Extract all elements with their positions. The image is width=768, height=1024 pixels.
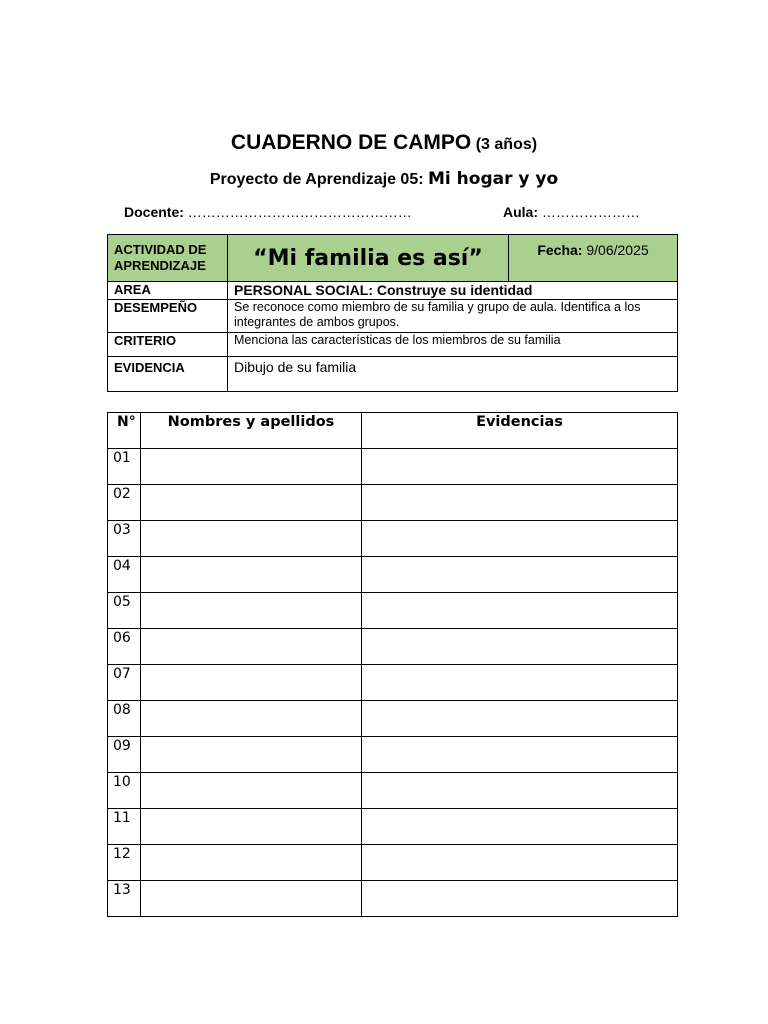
row-number: 11 [108, 809, 141, 845]
row-number: 04 [108, 557, 141, 593]
evidence-cell[interactable] [362, 773, 678, 809]
name-cell[interactable] [141, 449, 362, 485]
fecha-cell [509, 235, 678, 282]
evidence-cell[interactable] [362, 845, 678, 881]
name-cell[interactable] [141, 701, 362, 737]
title-main: CUADERNO DE CAMPO [230, 131, 472, 154]
evidence-cell[interactable] [362, 665, 678, 701]
name-cell[interactable] [141, 557, 362, 593]
table-row [108, 845, 678, 881]
docente-value: ………………………………………… [187, 204, 412, 220]
aula-line [503, 204, 640, 220]
evidence-cell[interactable] [362, 557, 678, 593]
project-name: Mi hogar y yo [428, 169, 559, 189]
activity-info-table [107, 234, 678, 392]
student-list-body [108, 449, 678, 917]
table-row [108, 557, 678, 593]
row-number: 13 [108, 881, 141, 917]
evidence-cell[interactable] [362, 737, 678, 773]
actividad-label-line1: ACTIVIDAD DE [114, 242, 207, 257]
name-cell[interactable] [141, 737, 362, 773]
table-row [108, 665, 678, 701]
name-cell[interactable] [141, 881, 362, 917]
aula-label: Aula: [503, 204, 538, 220]
row-number: 07 [108, 665, 141, 701]
row-number: 12 [108, 845, 141, 881]
actividad-label [108, 235, 228, 282]
row-number: 03 [108, 521, 141, 557]
document-title [0, 131, 768, 155]
desempeno-label: DESEMPEÑO [108, 300, 228, 333]
project-line [0, 169, 768, 189]
table-row [108, 629, 678, 665]
name-cell[interactable] [141, 809, 362, 845]
header-evidence: Evidencias [362, 413, 678, 449]
area-label: AREA [108, 282, 228, 300]
row-number: 05 [108, 593, 141, 629]
row-number: 02 [108, 485, 141, 521]
evidence-cell[interactable] [362, 593, 678, 629]
evidencia-value: Dibujo de su familia [228, 357, 678, 392]
evidencia-label: EVIDENCIA [108, 357, 228, 392]
name-cell[interactable] [141, 521, 362, 557]
name-cell[interactable] [141, 485, 362, 521]
evidence-cell[interactable] [362, 449, 678, 485]
evidence-cell[interactable] [362, 809, 678, 845]
evidence-cell[interactable] [362, 629, 678, 665]
evidence-cell[interactable] [362, 485, 678, 521]
header-names: Nombres y apellidos [141, 413, 362, 449]
table-row [108, 449, 678, 485]
evidence-cell[interactable] [362, 521, 678, 557]
table-row [108, 593, 678, 629]
table-row [108, 521, 678, 557]
name-cell[interactable] [141, 593, 362, 629]
docente-label: Docente: [124, 204, 184, 220]
row-number: 10 [108, 773, 141, 809]
name-cell[interactable] [141, 773, 362, 809]
header-number: N° [108, 413, 141, 449]
table-row [108, 881, 678, 917]
row-number: 08 [108, 701, 141, 737]
name-cell[interactable] [141, 665, 362, 701]
aula-value: ………………… [541, 204, 640, 220]
fecha-value: 9/06/2025 [586, 242, 649, 258]
project-label: Proyecto de Aprendizaje 05: [209, 171, 424, 188]
docente-line [124, 204, 412, 220]
criterio-label: CRITERIO [108, 333, 228, 357]
evidence-cell[interactable] [362, 701, 678, 737]
row-number: 01 [108, 449, 141, 485]
evidence-cell[interactable] [362, 881, 678, 917]
table-row [108, 737, 678, 773]
actividad-label-line2: APRENDIZAJE [114, 258, 206, 273]
table-row [108, 701, 678, 737]
row-number: 09 [108, 737, 141, 773]
table-row [108, 773, 678, 809]
student-list-table [107, 412, 678, 917]
desempeno-value: Se reconoce como miembro de su familia y grupo de aula. Identifica a los integrantes de ambos grupos. [228, 300, 678, 333]
name-cell[interactable] [141, 629, 362, 665]
row-number: 06 [108, 629, 141, 665]
table-row [108, 809, 678, 845]
name-cell[interactable] [141, 845, 362, 881]
area-value: PERSONAL SOCIAL: Construye su identidad [228, 282, 678, 300]
title-subtitle: (3 años) [475, 136, 538, 153]
criterio-value: Menciona las características de los miembros de su familia [228, 333, 678, 357]
table-row [108, 485, 678, 521]
activity-title: “Mi familia es así” [228, 235, 509, 282]
fecha-label: Fecha: [537, 242, 583, 258]
